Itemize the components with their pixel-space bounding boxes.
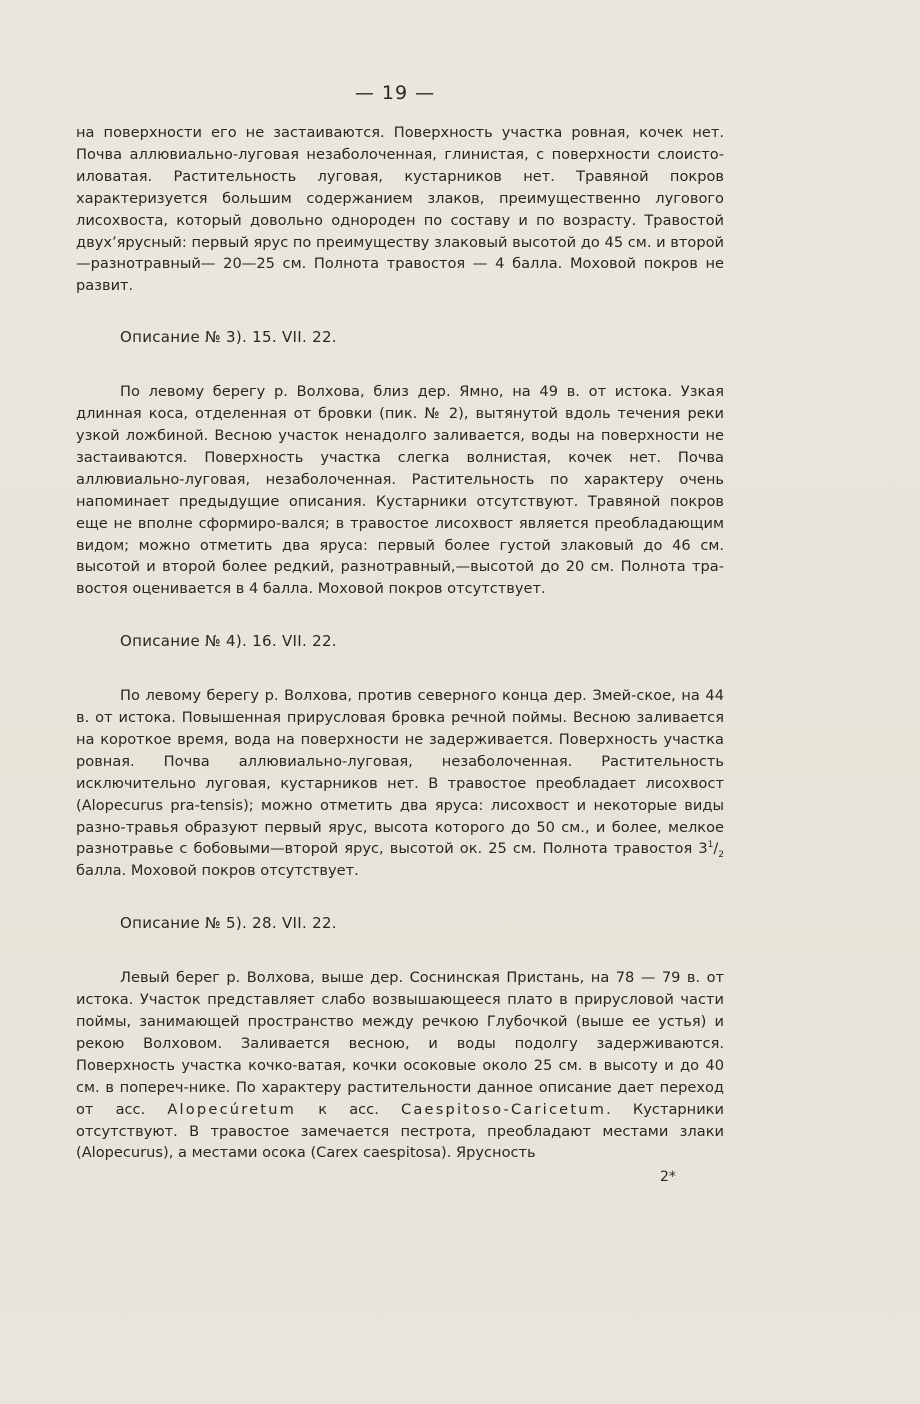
section-4-text-before: По левому берегу р. Волхова, против северного конца дер. Змей-ское, на 44 в. от истока. Повышенная прирусловая бровка речной поймы. Весною заливается на короткое время, вода на поверхности не задерживается. Поверхность участка ровная. Почва аллювиально-луговая, незаболоченная. Растительность исключительно луговая, кустарников нет. В травостое преобладает лисохвост (Alopecurus pra-tensis); можно отметить два яруса: лисохвост и некоторые виды разно-травья образуют первый ярус, высота которого до 50 см., и более, мелкое разнотравье с бобовыми—второй ярус, высотой ок. 25 см. Полнота травостоя 3 [76,687,724,858]
section-4-paragraph: По левому берегу р. Волхова, против северного конца дер. Змей-ское, на 44 в. от истока. Повышенная прирусловая бровка речной поймы. Весною заливается на короткое время, вода на поверхности не задерживается. Поверхность участка ровная. Почва аллювиально-луговая, незаболоченная. Растительность исключительно луговая, кустарников нет. В травостое преобладает лисохвост (Alopecurus pra-tensis); можно отметить два яруса: лисохвост и некоторые виды разно-травья образуют первый ярус, высота которого до 50 см., и более, мелкое разнотравье с бобовыми—второй ярус, высотой ок. 25 см. Полнота травостоя $3^1/_2$ балла. Моховой покров отсутствует. [76,687,724,880]
section-5-heading: Описание № 5). 28. VII. 22. [120,914,337,933]
section-5-text-mid: к асс. [296,1100,401,1118]
intro-paragraph: на поверхности его не застаиваются. Поверхность участка ровная, кочек нет. Почва аллювиально-луговая незаболоченная, глинистая, с поверхности слоисто-иловатая. Растительность луговая, кустарников нет. Травяной покров характеризуется большим содержанием злаков, преимущественно лугового лисохвоста, который довольно однороден по составу и по возрасту. Травостой двух’ярусный: первый ярус по преимуществу злаковый высотой до 45 см. и второй—разнотравный— 20—25 см. Полнота травостоя — 4 балла. Моховой покров не развит. [76,124,724,295]
section-5-text-before: Левый берег р. Волхова, выше дер. Соснинская Пристань, на 78 — 79 в. от истока. Участок представляет слабо возвышающееся плато в прирусловой части поймы, занимающей пространство между речкою Глубочкой (выше ее устья) и рекою Волховом. Заливается весною, и воды подолгу задерживаются. Поверхность участка кочко-ватая, кочки осоковые около 25 см. в высоту и до 40 см. в попереч-нике. По характеру растительности данное описание дает переход от асс. [76,969,724,1118]
signature-mark: 2* [660,1169,676,1185]
fraction-denominator: 2 [718,850,724,861]
section-5-paragraph [76,967,724,1164]
section-4-heading: Описание № 4). 16. VII. 22. [120,632,337,651]
page-number: — 19 — [354,82,436,104]
section-4-text-after: балла. Моховой покров отсутствует. [76,862,359,880]
association-name-1: Alopecúretum [167,1100,297,1118]
text-column [76,122,724,1164]
section-3-heading: Описание № 3). 15. VII. 22. [120,328,337,347]
fraction-numerator: 1 [707,840,714,851]
section-3-paragraph: По левому берегу р. Волхова, близ дер. Ямно, на 49 в. от истока. Узкая длинная коса, отделенная от бровки (пик. № 2), вытянутой вдоль течения реки узкой ложбиной. Весною участок ненадолго заливается, воды на поверхности не застаиваются. Поверхность участка слегка волнистая, кочек нет. Почва аллювиально-луговая, незаболоченная. Растительность по характеру очень напоминает предыдущие описания. Кустарники отсутствуют. Травяной покров еще не вполне сформиро-вался; в травостое лисохвост является преобладающим видом; можно отметить два яруса: первый более густой злаковый до 46 см. высотой и второй более редкий, разнотравный,—высотой до 20 см. Полнота тра-востоя оценивается в 4 балла. Моховой покров отсутствует. [76,383,724,598]
section-5-text-after: . Кустарники отсутствуют. В травостое замечается пестрота, преобладают местами злаки (Alopecurus), а местами осока (Carex caespitosa). Ярусность [76,1100,724,1162]
association-name-2: Caespitoso-Caricetum [401,1100,607,1118]
